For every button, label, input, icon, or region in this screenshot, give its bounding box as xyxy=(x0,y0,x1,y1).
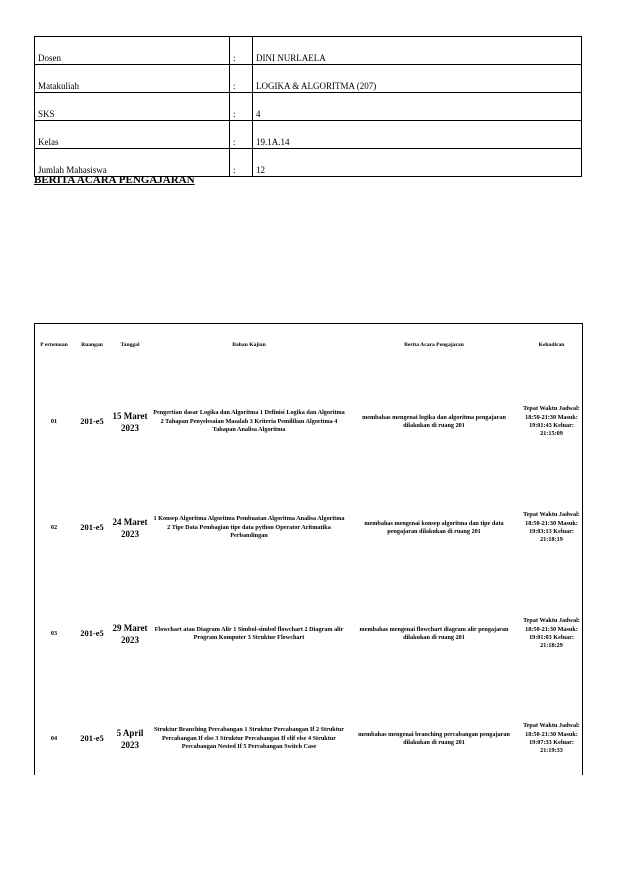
cell-tanggal: 5 April 2023 xyxy=(116,727,144,750)
info-row-sks xyxy=(35,93,582,121)
cell-berita-acara: membahas mengenai konsep algoritma dan tipe data pengajaran dilakukan di ruang 201 xyxy=(364,519,504,535)
info-row-kelas xyxy=(35,121,582,149)
table-row xyxy=(34,581,583,687)
info-value: 19.1A.14 xyxy=(253,121,582,149)
cell-bahan-kajian: Pengertian dasar Logika dan Algoritma 1 Definisi Logika dan Algoritma 2 Tahapan Penyelesaian Masalah 3 Kriteria Pemilihan Algoritma 4 Tahapan Analisa Algoritma xyxy=(153,409,345,434)
cell-tanggal: 29 Maret 2023 xyxy=(112,622,148,645)
header-tanggal: Tanggal xyxy=(120,342,140,349)
header-bahan-kajian: Bahan Kajian xyxy=(232,342,266,349)
header-berita-acara: Berita Acara Pengajaran xyxy=(404,342,464,349)
info-label: Matakuliah xyxy=(35,65,230,93)
cell-ruangan: 201-e5 xyxy=(80,628,104,639)
info-value: 12 xyxy=(253,149,582,177)
header-ruangan: Ruangan xyxy=(81,342,103,349)
teaching-record-table xyxy=(34,323,583,791)
info-label: SKS xyxy=(35,93,230,121)
cell-kehadiran: Tepat Waktu Jadwal: 18:50-21:30 Masuk: 19:07:33 Keluar: 21:19:33 xyxy=(523,722,580,755)
info-separator: : xyxy=(230,37,253,65)
info-label: Kelas xyxy=(35,121,230,149)
cell-ruangan: 201-e5 xyxy=(80,416,104,427)
cell-tanggal: 15 Maret 2023 xyxy=(112,410,148,433)
info-separator: : xyxy=(230,65,253,93)
cell-pertemuan: 01 xyxy=(50,417,58,425)
cell-bahan-kajian: Flowchart atau Diagram Alir 1 Simbol-simbol flowchart 2 Diagram alir Program Komputer 3 Struktur Flowchart xyxy=(154,625,344,641)
cell-pertemuan: 04 xyxy=(50,734,58,742)
info-separator: : xyxy=(230,149,253,177)
cell-berita-acara: membahas mengenai flowchart diagram alir pengajaran dilakukan di ruang 201 xyxy=(359,625,509,641)
cell-pertemuan: 02 xyxy=(50,523,58,531)
table-row xyxy=(34,475,583,581)
page-title: BERITA ACARA PENGAJARAN xyxy=(34,174,195,186)
cell-ruangan: 201-e5 xyxy=(80,733,104,744)
cell-kehadiran: Tepat Waktu Jadwal: 18:50-21:30 Masuk: 19:01:03 Keluar: 21:18:29 xyxy=(523,617,580,650)
info-label: Jumlah Mahasiswa xyxy=(35,149,230,177)
info-row-dosen xyxy=(35,37,582,65)
cell-bahan-kajian: Struktur Branching Percabangan 1 Struktur Percabangan If 2 Struktur Percabangan If else 3 Struktur Percabangan If elif else 4 Struktur Percabangan Nested If 5 Percabangan Switch Case xyxy=(153,726,344,751)
info-label: Dosen xyxy=(35,37,230,65)
header-pertemuan: P ertemuan xyxy=(40,342,68,349)
cell-berita-acara: membahas mengenai logika dan algoritma pengajaran dilakukan di ruang 201 xyxy=(362,413,506,429)
cell-ruangan: 201-e5 xyxy=(80,522,104,533)
table-row xyxy=(34,369,583,475)
cell-berita-acara: membahas mengenai branching percabangan pengajaran dilakukan di ruang 201 xyxy=(358,730,510,746)
table-header-row xyxy=(34,323,583,369)
cell-bahan-kajian: 1 Konsep Algoritma Algoritma Pembuatan Algoritma Analisa Algoritma 2 Tipe Data Pembagian tipe data python Operator Aritmatika Perbandingan xyxy=(153,515,345,540)
info-separator: : xyxy=(230,121,253,149)
cell-pertemuan: 03 xyxy=(50,629,58,637)
cell-kehadiran: Tepat Waktu Jadwal: 18:50-21:30 Masuk: 19:01:43 Keluar: 21:15:09 xyxy=(523,405,580,438)
info-row-jumlah-mahasiswa xyxy=(35,149,582,177)
table-row xyxy=(34,687,583,791)
cell-tanggal: 24 Maret 2023 xyxy=(112,516,148,539)
info-value: DINI NURLAELA xyxy=(253,37,582,65)
header-kehadiran: Kehadiran xyxy=(538,342,565,349)
info-value: 4 xyxy=(253,93,582,121)
info-row-matakuliah xyxy=(35,65,582,93)
cell-kehadiran: Tepat Waktu Jadwal: 18:50-21:30 Masuk: 19:03:13 Keluar: 21:18:19 xyxy=(523,511,580,544)
info-separator: : xyxy=(230,93,253,121)
course-info-table xyxy=(34,36,582,177)
info-value: LOGIKA & ALGORITMA (207) xyxy=(253,65,582,93)
